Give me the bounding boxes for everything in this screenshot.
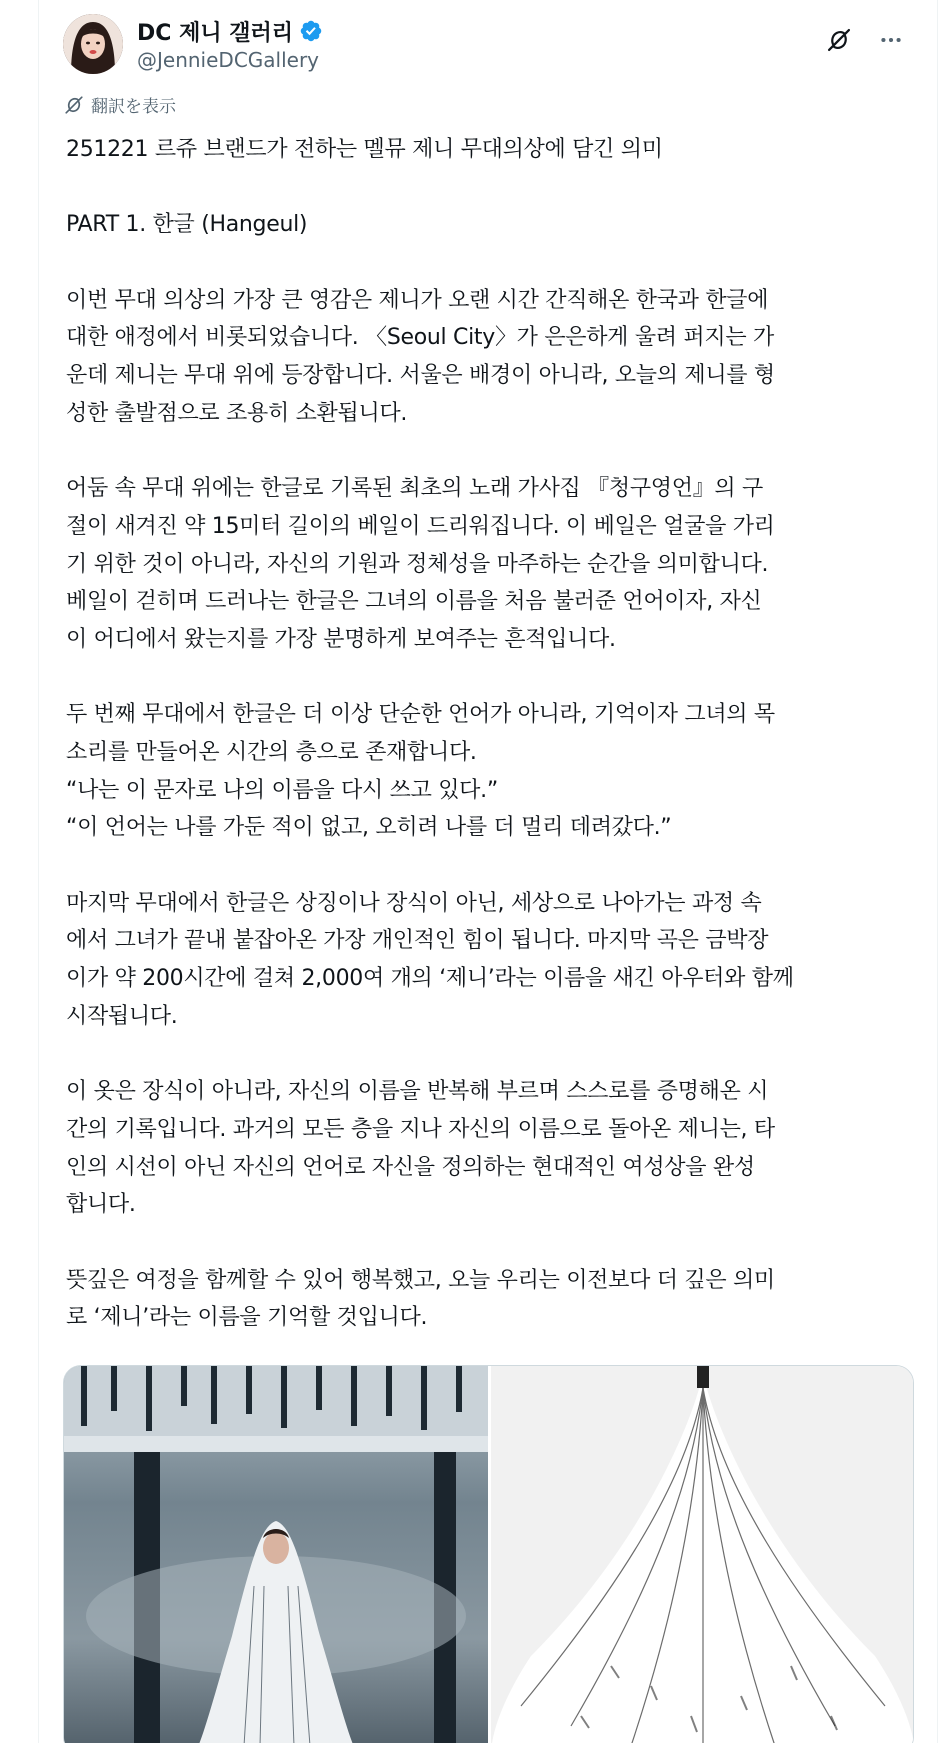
post-line: “나는 이 문자로 나의 이름을 다시 쓰고 있다.” [66,777,498,803]
post-line: 간의 기록입니다. 과거의 모든 층을 지나 자신의 이름으로 돌아온 제니는, 타 [66,1116,775,1142]
handle[interactable]: @JennieDCGallery [137,48,320,72]
translate-icon [63,94,85,116]
media-grid [63,1365,914,1743]
post-text [66,131,926,1337]
post-line: 마지막 무대에서 한글은 상징이나 장식이 아닌, 세상으로 나아가는 과정 속 [66,890,762,916]
post-line: 어둠 속 무대 위에는 한글로 기록된 최초의 노래 가사집 『청구영언』의 구 [66,476,763,502]
post-line: PART 1. 한글 (Hangeul) [66,212,308,238]
translate-label: 翻訳を表示 [91,97,176,117]
post-header [63,14,923,78]
post-line: 뜻깊은 여정을 함께할 수 있어 행복했고, 오늘 우리는 이전보다 더 깊은 의미 [66,1267,775,1293]
media-photo-stage-veil[interactable] [64,1366,488,1743]
post-line: 251221 르쥬 브랜드가 전하는 멜뮤 제니 무대의상에 담긴 의미 [66,137,663,162]
post-line: 대한 애정에서 비롯되었습니다. 〈Seoul City〉가 은은하게 울려 퍼지는 가 [66,325,774,351]
more-icon[interactable] [875,24,907,56]
avatar[interactable] [63,14,123,74]
verified-badge-icon[interactable] [299,19,323,43]
post-line: 성한 출발점으로 조용히 소환됩니다. [66,400,408,426]
post-line: 시작됩니다. [66,1003,178,1029]
grok-icon[interactable] [823,24,855,56]
post-line: 이가 약 200시간에 걸쳐 2,000여 개의 ‘제니’라는 이름을 새긴 아우터와 함께 [66,966,794,992]
post-line: 이 어디에서 왔는지를 가장 분명하게 보여주는 흔적입니다. [66,626,616,652]
post-line: 에서 그녀가 끝내 붙잡아온 가장 개인적인 힘이 됩니다. 마지막 곡은 금박장 [66,928,769,954]
post-line: 합니다. [66,1192,136,1218]
avatar-photo-icon [63,14,123,74]
header-actions [823,24,907,56]
post-line: 베일이 걷히며 드러나는 한글은 그녀의 이름을 처음 불러준 언어이자, 자신 [66,589,762,615]
post-line [66,659,926,697]
post-line: 인의 시선이 아닌 자신의 언어로 자신을 정의하는 현대적인 여성상을 완성 [66,1154,755,1180]
post-line [66,1036,926,1074]
stage-veil-image-icon [64,1366,488,1743]
post-line: 절이 새겨진 약 15미터 길이의 베일이 드리워집니다. 이 베일은 얼굴을 가리 [66,513,775,539]
translate-link[interactable] [63,92,176,117]
post-line: 이 옷은 장식이 아니라, 자신의 이름을 반복해 부르며 스스로를 증명해온 시 [66,1079,769,1105]
white-veil-image-icon [491,1366,914,1743]
post-line [66,244,926,282]
post-line: 소리를 만들어온 시간의 층으로 존재합니다. [66,740,477,765]
display-name[interactable]: DC 제니 갤러리 [137,20,293,46]
post-line: 기 위한 것이 아니라, 자신의 기원과 정체성을 마주하는 순간을 의미합니다. [66,551,769,577]
post-line: 운데 제니는 무대 위에 등장합니다. 서울은 배경이 아니라, 오늘의 제니를 형 [66,363,775,389]
post-line: 로 ‘제니’라는 이름을 기억할 것입니다. [66,1305,428,1331]
media-photo-white-veil[interactable] [491,1366,914,1743]
post-line: “이 언어는 나를 가둔 적이 없고, 오히려 나를 더 멀리 데려갔다.” [66,815,672,841]
post-line [66,433,926,471]
post-line: 이번 무대 의상의 가장 큰 영감은 제니가 오랜 시간 간직해온 한국과 한글에 [66,287,769,313]
account-names [137,16,323,72]
post-line: 두 번째 무대에서 한글은 더 이상 단순한 언어가 아니라, 기억이자 그녀의 목 [66,702,775,728]
post-line [66,169,926,207]
post-line [66,1224,926,1262]
post-line [66,847,926,885]
